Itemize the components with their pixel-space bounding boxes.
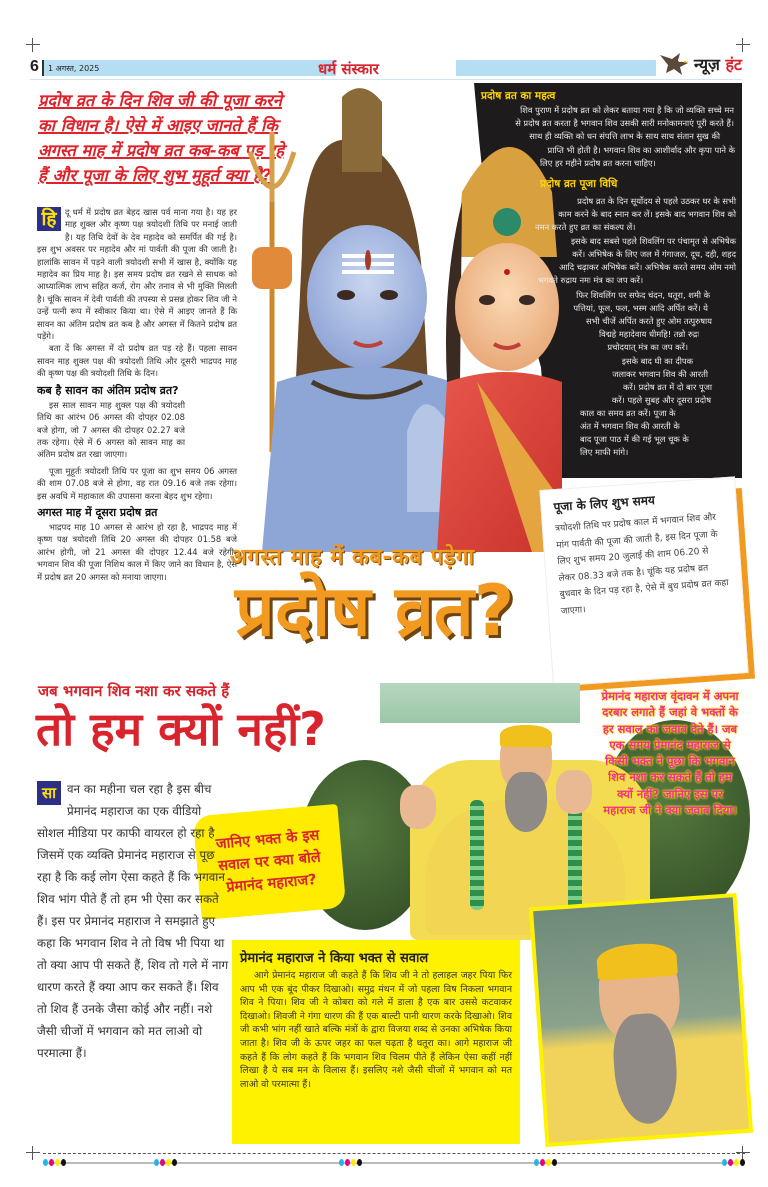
registration-marks	[722, 1159, 745, 1166]
paragraph: वन का महीना चल रहा है इस बीच प्रेमानंद महाराज का एक वीडियो सोशल मीडिया पर काफी वायरल हो रहा है जिसमें एक व्यक्ति प्रेमानंद महाराज से पूछ रहा है कि कई लोग ऐसा कहते हैं कि भगवान शिव भांग पीते हैं तो हम भी ऐसा कर सकते हैं। इस पर प्रेमानंद महाराज ने समझाते हुए कहा कि भगवान शिव ने तो विष भी पिया था तो क्या आप पी सकते हैं, शिव तो गले में नाग धारण करते हैं क्या आप कर सकते हैं। शिव तो शिव हैं उनके जैसा कोई और नहीं। नशे जैसी चीजों में भगवान को मत लाओ वो परमात्मा हैं।	[37, 782, 229, 1060]
big-subtitle: अगस्त माह में कब-कब पड़ेगा	[230, 545, 475, 570]
puja-vidhi-heading: प्रदोष व्रत पूजा विधि	[540, 178, 618, 190]
box-body: आगे प्रेमानंद महाराज जी कहते हैं कि शिव जी ने तो हलाहल जहर पिया फिर आप भी एक बूंद पीकर दिखाओ। समुद्र मंथन में जो पहला विष निकला भगवान शिव ने पिया। शिव जी ने कोबरा को गले में डाला है एक बार उससे कटवाकर दिखाओ। शिवजी ने गंगा धारण की हैं एक बाल्टी पानी धारण करके दिखाओ। शिव जी कभी भांग नहीं खाते बल्कि मंत्रों के द्वारा विजया शब्द से उनका अभिषेक किया जाता है। शिव जी के ऊपर जहर का फल चढ़ता है धतूरा का। आगे महाराज जी कहते हैं कि लोग कहते हैं कि भगवान शिव चिलम पीते हैं लेकिन ऐसा कहीं नहीं लिखा है ये सब मन के विलास हैं। इसलिए नशे जैसी चीजों में भगवान को मत लाओ वो परमात्मा हैं।	[240, 970, 512, 1090]
divider	[42, 60, 44, 76]
vidhi-line: अंत में भगवान शिव की आरती के	[580, 421, 680, 431]
vidhi-line: पत्तियां, फूल, फल, भस्म आदि अर्पित करें। ये	[573, 303, 708, 313]
subheading-second-pradosh: अगस्त माह में दूसरा प्रदोष व्रत	[37, 505, 158, 519]
page-number: 6	[30, 58, 39, 75]
paragraph-puja-muhurat: पूजा मुहूर्तः त्रयोदशी तिथि पर पूजा का शुभ समय 06 अगस्त की शाम 07.08 बजे से होगा, वह रात 09.16 बजे तक रहेगा। इस अवधि में महाकाल की उपासना करना बेहद शुभ रहेगा।	[37, 465, 237, 501]
vidhi-line: प्रचोदयात् मंत्र का जप करें।	[607, 342, 688, 352]
eagle-icon	[658, 51, 692, 77]
footer-rule	[43, 1162, 738, 1164]
vidhi-line: जलाकर भगवान शिव की आरती	[612, 369, 708, 379]
photo-frame	[380, 683, 580, 723]
vidhi-line: काम करने के बाद स्नान कर लें। इसके बाद भगवान शिव को	[558, 209, 736, 219]
box-title: प्रेमानंद महाराज ने किया भक्त से सवाल	[240, 951, 429, 966]
vidhi-line: फिर शिवलिंग पर सफेद चंदन, धतूरा, शमी के	[576, 290, 710, 300]
vidhi-line: करें। पहले सुबह और दूसरा प्रदोष	[611, 395, 711, 405]
vidhi-line: विद्महे महादेवाय धीमहि! तन्नो रुद्रः	[598, 329, 699, 339]
header-rule	[30, 79, 742, 80]
logo-text: न्यूज़ हंट	[693, 55, 742, 74]
page-header	[30, 55, 742, 78]
paragraph: इस साल सावन माह शुक्ल पक्ष की त्रयोदशी तिथि का आरंभ 06 अगस्त की दोपहर 02.08 बजे होगा, जो 7 अगस्त की दोपहर 02.27 बजे तक रहेगा। ऐसे में 6 अगस्त को सावन माह का अंतिम प्रदोष व्रत रखा जाएगा।	[37, 399, 185, 460]
vidhi-line: लिए माफी मांगे।	[580, 447, 629, 457]
vidhi-line: आदि चढ़ाकर अभिषेक करें। अभिषेक करते समय ओम नमो	[559, 262, 736, 272]
portrait-tilak	[596, 941, 678, 980]
registration-marks	[534, 1159, 557, 1166]
story2-headline: तो हम क्यों नहीं?	[36, 702, 326, 756]
vidhi-line: इसके बाद सबसे पहले शिवलिंग पर पंचामृत से अभिषेक	[570, 236, 736, 246]
portrait-image	[533, 897, 749, 1142]
mahatva-line: शिव पुराण में प्रदोष व्रत को लेकर बताया गया है कि जो व्यक्ति सच्चे मन	[520, 105, 734, 115]
issue-date: 1 अगस्त, 2025	[48, 64, 100, 73]
beard	[505, 772, 547, 832]
box-content	[539, 476, 748, 686]
vidhi-line: नमन करते हुए व्रत का संकल्प लें।	[535, 222, 636, 232]
mahatva-line: से प्रदोष व्रत करता है भगवान शिव उसकी सारी मनोकामनाएं पूरी करते हैं।	[515, 118, 734, 128]
paragraph: भाद्रपद माह 10 अगस्त से आरंभ हो रहा है, भाद्रपद माह में कृष्ण पक्ष त्रयोदशी तिथि 20 अगस्त की दोपहर 01.58 बजे आरंभ होगी, जो 21 अगस्त की दोपहर 12.44 बजे रहेगी। भगवान शिव की पूजा निशिथ काल में किए जाने का विधान है, ऐसे में प्रदोष व्रत 20 अगस्त को मनाया जाएगा।	[37, 521, 237, 582]
vidhi-line: करें। अभिषेक के लिए जल में गंगाजल, दूध, दही, शहद	[572, 249, 736, 259]
premanand-portrait	[529, 893, 753, 1147]
photo-caption: प्रेमानंद महाराज वृंदावन में अपना दरबार लगाते हैं जहां वे भक्तों के हर सवाल का जवाब देते हैं। जब एक समय प्रेमानंद महाराज से किसी भक्त ने पूछा कि भगवान शिव नशा कर सकते हैं तो हम क्यों नहीं? जानिए इस पर महाराज जी ने क्या जवाब दिया।	[601, 689, 739, 818]
paragraph: बता दें कि अगस्त में दो प्रदोष व्रत पड़ रहे हैं। पहला सावन सावन माह शुक्ल पक्ष की त्रयोदशी तिथि और दूसरी भाद्रपद माह की कृष्ण पक्ष की त्रयोदशी तिथि के दिन।	[37, 343, 237, 379]
registration-marks	[154, 1159, 177, 1166]
vidhi-line: भगवते रुद्राय नमः मंत्र का जप करें।	[538, 275, 644, 285]
garland	[470, 800, 484, 910]
registration-marks	[339, 1159, 362, 1166]
section-title: धर्म संस्कार	[318, 60, 379, 78]
big-title: प्रदोष व्रत?	[235, 570, 515, 652]
header-band-right	[456, 60, 656, 76]
paragraph: दू धर्म में प्रदोष व्रत बेहद खास पर्व माना गया है। यह हर माह शुक्ल और कृष्ण पक्ष त्रयोदशी तिथि पर मनाई जाती है। यह तिथि देवों के देव महादेव को समर्पित की गई है। इस शुभ अवसर पर महादेव और मां पार्वती की पूजा की जाती है। हालांकि सावन में पड़ने वाली त्रयोदशी सभी में खास है, क्योंकि यह महादेव का प्रिय माह है। इस समय प्रदोष व्रत रखने से साधक को आध्यात्मिक लाभ सहित कर्ज, रोग और तनाव से भी मुक्ति मिलती है। चूंकि सावन में देवी पार्वती की तपस्या से प्रसन्न होकर शिव जी ने उन्हें पत्नी रूप में स्वीकार किया था। ऐसे में आइए जानते हैं कि सावन का अंतिम प्रदोष व्रत कब है और अगस्त में कितने प्रदोष व्रत पड़ेंगे।	[37, 207, 237, 342]
vidhi-line: सभी चीजें अर्पित करते हुए ओम तत्पुरुषाय	[585, 316, 712, 326]
crop-mark-top-left	[26, 38, 40, 52]
garland	[568, 800, 582, 910]
subheading-last-pradosh: कब है सावन का अंतिम प्रदोष व्रत?	[37, 383, 179, 397]
raised-hand	[400, 785, 436, 829]
dropcap: सा	[37, 781, 61, 805]
shiva-parvati-illustration	[232, 82, 562, 552]
vidhi-line: प्रदोष व्रत के दिन सूर्योदय से पहले उठकर घर के सभी	[577, 196, 736, 206]
shubh-samay-title: पूजा के लिए शुभ समय	[553, 493, 656, 515]
tilak	[500, 725, 552, 747]
crop-mark-bottom-left	[26, 1146, 40, 1160]
story2-kicker: जब भगवान शिव नशा कर सकते हैं	[38, 682, 230, 700]
bhakt-question-box	[232, 940, 520, 1144]
mahatva-heading: प्रदोष व्रत का महत्व	[481, 90, 556, 102]
vidhi-line: इसके बाद घी का दीपक	[621, 356, 693, 366]
intro-headline: प्रदोष व्रत के दिन शिव जी की पूजा करने का विधान है। ऐसे में आइए जानते हैं कि अगस्त माह में प्रदोष व्रत कब-कब पड़ रहे हैं और पूजा के लिए शुभ मुहूर्त क्या है?	[38, 91, 284, 185]
shubh-samay-body: त्रयोदशी तिथि पर प्रदोष काल में भगवान शिव और मांग पार्वती की पूजा की जाती है, इस दिन पूजा के लिए शुभ समय 20 जुलाई की शाम 06.20 से लेकर 08.33 बजे तक है। चूंकि यह प्रदोष व्रत बुधवार के दिन पड़ रहा है, ऐसे में बुध प्रदोष व्रत कहा जाएगा।	[554, 512, 729, 617]
callout-text: जानिए भक्त के इस सवाल पर क्या बोले प्रेमानंद महाराज?	[215, 827, 322, 896]
vidhi-line: काल का समय व्रत करें। पूजा के	[580, 408, 676, 418]
vidhi-line: करें। प्रदोष व्रत में दो बार पूजा	[623, 382, 712, 392]
mahatva-line: प्राप्ति भी होती है। भगवान शिव का आशीर्वाद और कृपा पाने के	[547, 145, 735, 155]
registration-marks	[43, 1159, 66, 1166]
mahatva-line: साथ ही व्यक्ति को धन संपत्ति लाभ के साथ साथ संतान सुख की	[529, 131, 720, 141]
article-body-premanand	[37, 778, 229, 1064]
footer-dashed-line	[43, 1153, 745, 1154]
newspaper-logo	[658, 50, 742, 78]
mahatva-line: लिए हर महीने प्रदोष व्रत करना चाहिए।	[540, 158, 656, 168]
dropcap: हि	[37, 207, 61, 231]
article-body-prodosh	[37, 206, 237, 583]
raised-hand	[556, 770, 592, 814]
vidhi-line: बाद पूजा पाठ में की गई भूल चूक के	[580, 434, 689, 444]
shubh-samay-box	[539, 476, 748, 686]
